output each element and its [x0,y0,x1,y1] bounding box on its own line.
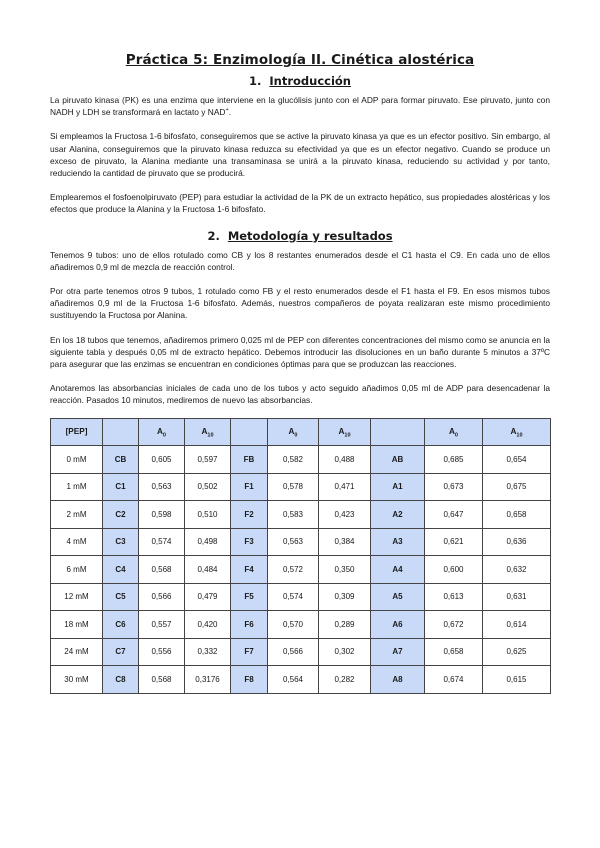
cell-value: 0,636 [483,528,551,556]
header-blank [103,418,139,446]
cell-conc: 1 mM [51,473,103,501]
cell-value: 0,647 [425,501,483,529]
cell-conc: 12 mM [51,583,103,611]
method-paragraph-1: Tenemos 9 tubos: uno de ellos rotulado como CB y los 8 restantes enumerados desde el C1 hasta el C9. En cada uno de ellos añadiremos 0,9 ml de mezcla de reacción control. [50,249,550,272]
cell-tube-a: A8 [371,666,425,694]
intro-paragraph-1-end: . [228,107,232,118]
cell-tube-c: C8 [103,666,139,694]
cell-tube-c: C2 [103,501,139,529]
header-a10: $A_{10}$ [483,418,551,446]
cell-value: 0,578 [268,473,319,501]
cell-value: 0,574 [139,528,185,556]
cell-value: 0,685 [425,446,483,474]
table-row [51,556,551,584]
cell-tube-f: FB [231,446,268,474]
method-paragraph-2: Por otra parte tenemos otros 9 tubos, 1 rotulado como FB y el resto enumerados desde el F1 hasta el F9. En esos mismos tubos añadiremos 0,9 ml de la Fructosa 1-6 bifosfato. Además, nuestros compañeros de poyata realizaran este mismo procedimiento sustituyendo la Fructosa por Alanina. [50,286,550,321]
table-row [51,528,551,556]
cell-tube-c: C4 [103,556,139,584]
cell-value: 0,384 [319,528,371,556]
header-a0: $A_0$ [139,418,185,446]
cell-value: 0,583 [268,501,319,529]
cell-value: 0,582 [268,446,319,474]
cell-tube-f: F7 [231,638,268,666]
header-a0: $A_0$ [425,418,483,446]
cell-value: 0,597 [185,446,231,474]
header-a10: $A_{10}$ [319,418,371,446]
cell-tube-a: A2 [371,501,425,529]
section-title: Metodología y resultados [227,228,393,243]
absorbance-table [50,418,551,694]
cell-tube-a: A5 [371,583,425,611]
cell-tube-a: A7 [371,638,425,666]
table-row [51,666,551,694]
cell-value: 0,568 [139,556,185,584]
cell-value: 0,674 [425,666,483,694]
cell-value: 0,574 [268,583,319,611]
cell-value: 0,654 [483,446,551,474]
cell-tube-c: C1 [103,473,139,501]
cell-value: 0,621 [425,528,483,556]
cell-value: 0,479 [185,583,231,611]
cell-value: 0,289 [319,611,371,639]
cell-value: 0,570 [268,611,319,639]
method-paragraph-3: En los 18 tubos que tenemos, añadiremos primero 0,025 ml de PEP con diferentes concentraciones del mismo como se anuncia en la siguiente tabla y después 0,05 ml de extracto hepático. Debemos introducir las disoluciones en un baño durante 5 minutos a 37ºC para asegurar que las enzimas se encuentran en condiciones óptimas para que se produzcan las reacciones. [50,334,550,370]
cell-value: 0,502 [185,473,231,501]
intro-paragraph-3: Emplearemos el fosfoenolpiruvato (PEP) para estudiar la actividad de la PK de un extracto hepático, sus propiedades alostéricas y los efectos que produce la Alanina y la Fructosa 1-6 bifosfato. [50,192,550,215]
table-row [51,446,551,474]
cell-value: 0,566 [139,583,185,611]
cell-value: 0,564 [268,666,319,694]
cell-value: 0,658 [483,501,551,529]
intro-paragraph-1 [50,94,550,118]
header-blank [231,418,268,446]
cell-value: 0,3176 [185,666,231,694]
cell-value: 0,614 [483,611,551,639]
cell-tube-a: A1 [371,473,425,501]
cell-value: 0,613 [425,583,483,611]
cell-value: 0,302 [319,638,371,666]
cell-value: 0,672 [425,611,483,639]
cell-value: 0,598 [139,501,185,529]
method-paragraph-4: Anotaremos las absorbancias iniciales de cada uno de los tubos y acto seguido añadimos 0,05 ml de ADP para desencadenar la reacción. Pasados 10 minutos, mediremos de nuevo las absorbancias. [50,383,550,406]
cell-value: 0,488 [319,446,371,474]
cell-value: 0,510 [185,501,231,529]
header-a0: $A_0$ [268,418,319,446]
table-header-row [51,418,551,446]
cell-tube-f: F1 [231,473,268,501]
cell-tube-f: F2 [231,501,268,529]
cell-value: 0,556 [139,638,185,666]
cell-tube-f: F3 [231,528,268,556]
cell-value: 0,566 [268,638,319,666]
cell-value: 0,563 [139,473,185,501]
header-a10: $A_{10}$ [185,418,231,446]
intro-paragraph-1-text: La piruvato kinasa (PK) es una enzima que interviene en la glucólisis junto con el ADP para formar piruvato. Ese piruvato, junto con NADH y LDH se transformará en lactato y NAD [50,95,550,118]
cell-tube-a: A6 [371,611,425,639]
cell-value: 0,632 [483,556,551,584]
cell-tube-f: F8 [231,666,268,694]
cell-value: 0,484 [185,556,231,584]
cell-value: 0,332 [185,638,231,666]
table-row [51,473,551,501]
cell-value: 0,572 [268,556,319,584]
cell-conc: 4 mM [51,528,103,556]
cell-value: 0,498 [185,528,231,556]
table-row [51,638,551,666]
document-title: Práctica 5: Enzimología II. Cinética alostérica [125,52,475,68]
cell-value: 0,658 [425,638,483,666]
cell-tube-c: C6 [103,611,139,639]
cell-tube-c: C3 [103,528,139,556]
cell-tube-f: F5 [231,583,268,611]
table-row [51,583,551,611]
cell-value: 0,605 [139,446,185,474]
table-row [51,611,551,639]
cell-tube-c: C7 [103,638,139,666]
section-title: Introducción [269,74,351,88]
cell-tube-a: A3 [371,528,425,556]
cell-value: 0,282 [319,666,371,694]
cell-tube-a: AB [371,446,425,474]
cell-conc: 24 mM [51,638,103,666]
cell-tube-a: A4 [371,556,425,584]
section-number: 2. [207,228,220,243]
cell-value: 0,568 [139,666,185,694]
section-heading-introduccion [50,74,550,88]
header-pep: [PEP] [51,418,103,446]
cell-value: 0,631 [483,583,551,611]
intro-paragraph-2: Si empleamos la Fructosa 1-6 bifosfato, conseguiremos que se active la piruvato kinasa ya que es un efector positivo. Sin embargo, al usar Alanina, conseguiremos que la piruvato kinasa reduzca su efectividad ya que es un efector negativo. Cuando se produce un exceso de piruvato, la Alanina mediante una transaminasa se unirá a la piruvato kinasa, reduciendo su actividad y por tanto, reduciendo la cantidad de piruvato que se producirá. [50,131,550,179]
section-number: 1. [249,74,262,88]
cell-value: 0,420 [185,611,231,639]
cell-conc: 18 mM [51,611,103,639]
cell-tube-c: CB [103,446,139,474]
cell-value: 0,673 [425,473,483,501]
cell-value: 0,309 [319,583,371,611]
cell-conc: 30 mM [51,666,103,694]
cell-value: 0,557 [139,611,185,639]
cell-conc: 0 mM [51,446,103,474]
cell-value: 0,350 [319,556,371,584]
cell-value: 0,615 [483,666,551,694]
cell-value: 0,563 [268,528,319,556]
cell-value: 0,675 [483,473,551,501]
cell-value: 0,471 [319,473,371,501]
cell-conc: 6 mM [51,556,103,584]
cell-tube-c: C5 [103,583,139,611]
superscript-plus: + [225,107,229,114]
cell-tube-f: F6 [231,611,268,639]
cell-value: 0,600 [425,556,483,584]
table-row [51,501,551,529]
cell-conc: 2 mM [51,501,103,529]
section-heading-metodologia [50,229,550,243]
cell-value: 0,423 [319,501,371,529]
cell-value: 0,625 [483,638,551,666]
cell-tube-f: F4 [231,556,268,584]
header-blank [371,418,425,446]
